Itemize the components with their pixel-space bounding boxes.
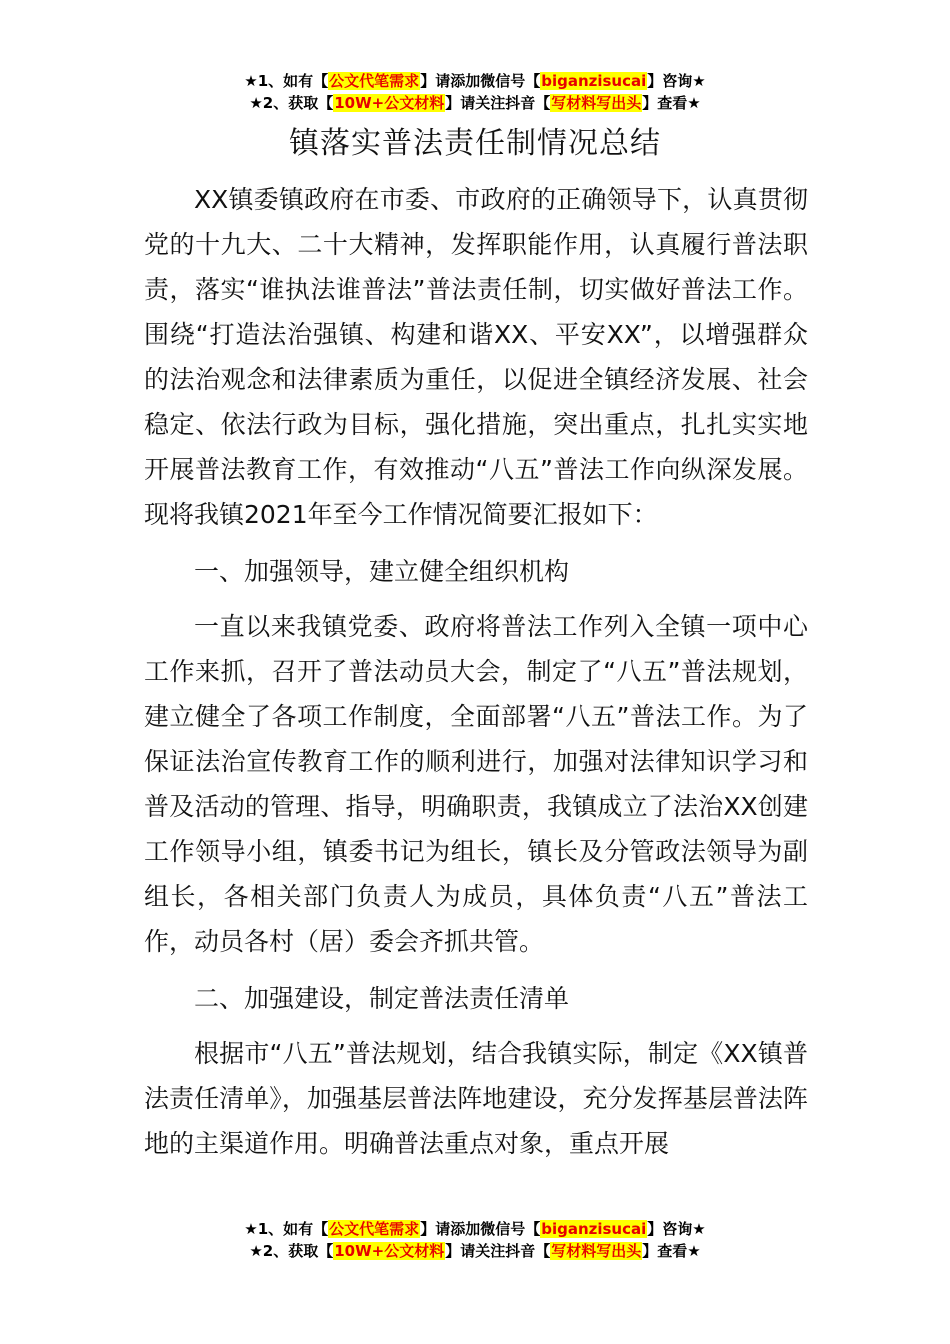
header-banner xyxy=(0,70,950,114)
highlight-writing-service: 公文代笔需求 xyxy=(329,1220,420,1238)
highlight-wechat-id: biganzisucai xyxy=(541,72,647,90)
banner-text: 1、如有【 xyxy=(257,72,329,90)
highlight-materials: 10W+公文材料 xyxy=(334,1242,445,1260)
star-icon: ★ xyxy=(249,94,263,112)
highlight-douyin-account: 写材料写出头 xyxy=(551,1242,642,1260)
banner-line-2 xyxy=(0,92,950,114)
section-heading-1: 一、加强领导，建立健全组织机构 xyxy=(194,557,570,586)
banner-text: 2、获取【 xyxy=(262,1242,334,1260)
document-body xyxy=(144,177,808,1166)
banner-text: 】请添加微信号【 xyxy=(420,1220,541,1238)
banner-text: 】请关注抖音【 xyxy=(445,1242,551,1260)
paragraph-section-1: 一直以来我镇党委、政府将普法工作列入全镇一项中心工作来抓，召开了普法动员大会，制定了“八五”普法规划，建立健全了各项工作制度，全面部署“八五”普法工作。为了保证法治宣传教育工作的顺利进行，加强对法律知识学习和普及活动的管理、指导，明确职责，我镇成立了法治XX创建工作领导小组，镇委书记为组长，镇长及分管政法领导为副组长，各相关部门负责人为成员，具体负责“八五”普法工作，动员各村（居）委会齐抓共管。 xyxy=(144,612,808,956)
banner-text: 】请添加微信号【 xyxy=(420,72,541,90)
document-title: 镇落实普法责任制情况总结 xyxy=(289,126,661,161)
highlight-materials: 10W+公文材料 xyxy=(334,94,445,112)
banner-line-2 xyxy=(0,1240,950,1262)
footer-banner xyxy=(0,1218,950,1262)
banner-text: 】请关注抖音【 xyxy=(445,94,551,112)
banner-text: 】查看★ xyxy=(642,1242,701,1260)
banner-line-1 xyxy=(0,70,950,92)
banner-text: 】咨询★ xyxy=(647,1220,706,1238)
banner-text: 2、获取【 xyxy=(262,94,334,112)
banner-text: 1、如有【 xyxy=(257,1220,329,1238)
banner-line-1 xyxy=(0,1218,950,1240)
star-icon: ★ xyxy=(244,72,258,90)
paragraph-intro: XX镇委镇政府在市委、市政府的正确领导下，认真贯彻党的十九大、二十大精神，发挥职能作用，认真履行普法职责，落实“谁执法谁普法”普法责任制，切实做好普法工作。围绕“打造法治强镇、构建和谐XX、平安XX”，以增强群众的法治观念和法律素质为重任，以促进全镇经济发展、社会稳定、依法行政为目标，强化措施，突出重点，扎扎实实地开展普法教育工作，有效推动“八五”普法工作向纵深发展。现将我镇2021年至今工作情况简要汇报如下： xyxy=(144,185,808,529)
banner-text: 】查看★ xyxy=(642,94,701,112)
highlight-douyin-account: 写材料写出头 xyxy=(551,94,642,112)
star-icon: ★ xyxy=(244,1220,258,1238)
banner-text: 】咨询★ xyxy=(647,72,706,90)
section-heading-2: 二、加强建设，制定普法责任清单 xyxy=(194,984,570,1013)
star-icon: ★ xyxy=(249,1242,263,1260)
paragraph-section-2: 根据市“八五”普法规划，结合我镇实际，制定《XX镇普法责任清单》，加强基层普法阵地建设，充分发挥基层普法阵地的主渠道作用。明确普法重点对象，重点开展 xyxy=(144,1039,808,1158)
highlight-writing-service: 公文代笔需求 xyxy=(329,72,420,90)
highlight-wechat-id: biganzisucai xyxy=(541,1220,647,1238)
